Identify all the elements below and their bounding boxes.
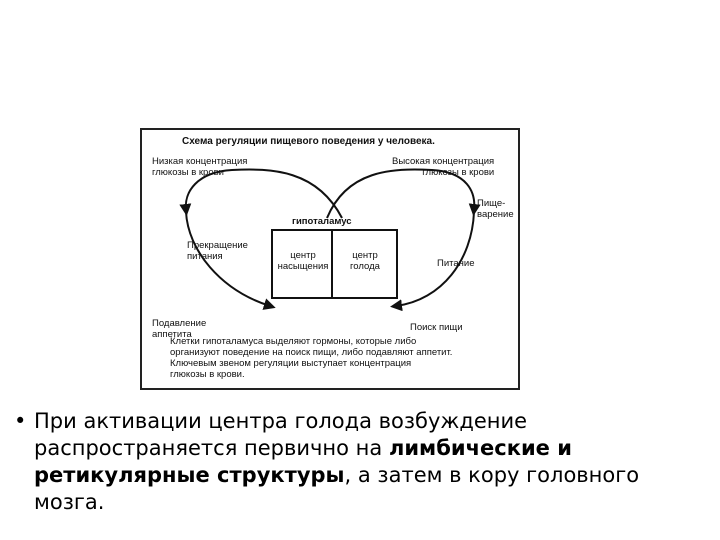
hunger-center-label: центр голода	[350, 250, 380, 272]
bullet-marker: •	[14, 409, 27, 433]
diagram-caption: Клетки гипоталамуса выделяют гормоны, которые либо организуют поведение на поиск пищи, либо подавляют аппетит. Ключевым звеном регуляции выступает концентрация глюкозы в крови.	[170, 336, 453, 380]
bullet-text-bold: лимбические и ретикулярные структуры	[34, 436, 572, 487]
stop-feeding-label: Прекращение питания	[187, 240, 248, 262]
bullet-text-part2: , а затем в кору головного мозга.	[34, 463, 640, 514]
feeding-regulation-diagram	[140, 128, 520, 390]
satiety-center-label: центр насыщения	[277, 250, 329, 272]
diagram-title: Схема регуляции пищевого поведения у человека.	[182, 136, 435, 147]
high-glucose-label: Высокая концентрация глюкозы в крови	[392, 156, 495, 178]
food-search-label: Поиск пищи	[410, 322, 463, 333]
appetite-suppression-label: Подавление аппетита	[152, 318, 207, 340]
bullet-text-part1: При активации центра голода возбуждение распространяется первично на	[34, 409, 528, 460]
low-glucose-label: Низкая концентрация глюкозы в крови	[152, 156, 248, 178]
hypothalamus-label: гипоталамус	[292, 216, 352, 227]
bullet-text	[34, 408, 674, 516]
digestion-label: Пище- варение	[477, 198, 514, 220]
feeding-label: Питание	[437, 258, 475, 269]
